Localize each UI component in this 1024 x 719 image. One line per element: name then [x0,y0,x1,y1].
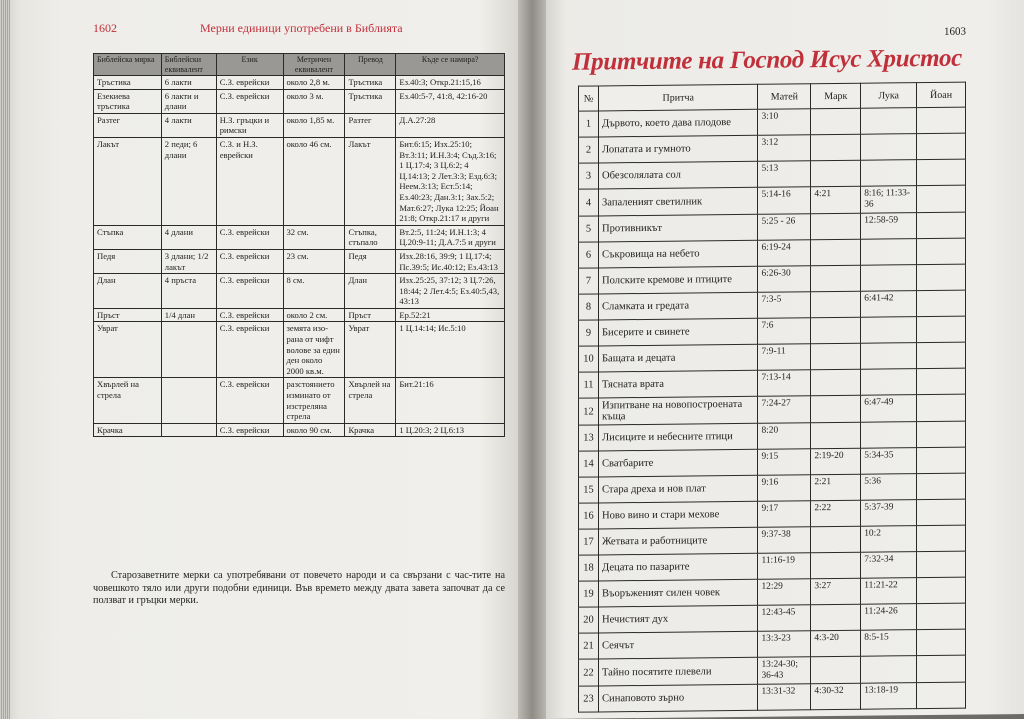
table-cell [861,369,917,396]
table-cell: около 46 см. [283,137,345,225]
table-cell [917,212,966,239]
table-cell [861,317,917,344]
table-cell: 13:24-30; 36-43 [758,657,811,685]
table-cell: 3:12 [758,135,811,162]
table-cell: 1 Ц.14:14; Ис.5:10 [396,322,505,378]
table-cell: 3 длани; 1/2 лакът [161,249,216,273]
table-cell: 7:13-14 [758,370,811,397]
table-cell: Д.А.27:28 [396,113,505,137]
table-cell [917,473,966,500]
table-cell: 5:14-16 [758,187,811,215]
column-header: Език [216,54,283,76]
column-header: Метричен еквивалент [283,54,345,76]
table-cell: 5:13 [758,161,811,188]
table-cell [917,316,966,343]
table-cell: 11:21-22 [861,578,917,605]
table-cell: Тясната врата [598,370,758,398]
table-cell: Лакът [94,137,162,225]
table-cell: 5:36 [861,474,917,501]
table-cell: Ново вино и стари мехове [598,501,758,529]
table-cell: Дървото, което дава плодове [598,109,758,137]
table-row [94,249,505,273]
table-cell [917,185,966,213]
table-cell: Педя [94,249,162,273]
table-cell: Длан [94,274,162,309]
table-row [94,89,505,113]
table-cell [861,108,917,135]
table-cell [811,160,861,187]
table-row [579,238,966,268]
table-cell: Полските кремове и птиците [598,266,758,294]
table-cell: около 1,85 м. [283,113,345,137]
table-cell: Пръст [345,308,396,322]
table-row [94,76,505,90]
table-cell: Сламката и гредата [598,292,758,320]
table-row [94,225,505,249]
table-cell: 10:2 [861,526,917,553]
table-cell: Крачка [345,423,396,437]
page-title: Притчите на Господ Исус Христос [572,44,962,76]
table-cell: 9 [579,320,599,346]
table-cell: 11:16-19 [758,553,811,580]
page-edge [0,0,10,719]
table-cell: Изх.25:25, 37:12; 3 Ц.7:26, 18:44; 2 Лет.4:5; Ез.40:5,43, 43:13 [396,274,505,309]
table-cell [811,213,861,240]
table-row [579,603,966,633]
table-cell: Съкровища на небето [598,240,758,268]
table-cell: С.З. еврейски [216,89,283,113]
table-cell: Ез.40:3; Откр.21:15,16 [396,76,505,90]
table-cell: Разтег [345,113,396,137]
table-row [94,423,505,437]
table-cell: 20 [579,607,599,633]
table-cell: Бит.6:15; Изх.25:10; Вт.3:11; И.Н.3:4; Съд.3:16; 1 Ц.17:4; 3 Ц.6:2; 4 Ц.14:13; 2 Лет.3:3; Езд.6:3; Неем.3:13; Ест.5:14; Ез.40:23; Дан.3:1; Зах.5:2; Мат.6:27; Лука 12:25; Йоан 21:8; Откр.21:17 и други [396,137,505,225]
table-cell: Жетвата и работниците [598,527,758,555]
table-cell: разстоянието изминато от изстреляна стрела [283,378,345,423]
table-cell: 2 [579,137,599,163]
table-cell: 6 лакти [161,76,216,90]
table-row [94,137,505,225]
table-cell: 18 [579,555,599,581]
table-cell: Педя [345,249,396,273]
table-cell: 5 [579,216,599,242]
table-cell: Бит.21:16 [396,378,505,423]
table-cell [811,317,861,344]
measures-table [93,53,505,437]
table-row [579,473,966,503]
table-cell: Н.З. гръцки и римски [216,113,283,137]
table-row [579,159,966,189]
table-cell [861,134,917,161]
table-cell: Сватбарите [598,449,758,477]
table-cell: 16 [579,503,599,529]
column-header: Къде се намира? [396,54,505,76]
table-cell: 5:34-35 [861,448,917,475]
table-cell: Тайно посятите плевели [598,657,758,686]
table-row [579,682,966,712]
table-cell: 1 [579,111,599,137]
table-cell: 8:20 [758,423,811,450]
table-row [94,113,505,137]
table-row [579,264,966,294]
table-cell [917,682,966,709]
table-cell [811,656,861,684]
column-header: Притча [598,84,758,111]
table-cell: Обезсолялата сол [598,161,758,189]
table-cell: 4 лакти [161,113,216,137]
table-cell [917,264,966,291]
table-cell: 4:21 [811,186,861,214]
table-cell: 4:30-32 [811,683,861,710]
table-cell: Лакът [345,137,396,225]
left-running-title: Мерни единици употребени в Библията [200,21,403,35]
table-cell: 8:16; 11:33-36 [861,186,917,214]
table-row [579,212,966,242]
table-cell: 15 [579,477,599,503]
table-cell: Изпитване на новопостроената къща [598,396,758,425]
table-cell [917,290,966,317]
table-cell: 6:47-49 [861,395,917,423]
table-cell [917,133,966,160]
table-cell [811,343,861,370]
table-cell: 5:25 - 26 [758,214,811,241]
table-cell [811,239,861,266]
table-cell: С.З. еврейски [216,249,283,273]
table-cell: 6:19-24 [758,240,811,267]
column-header: Превод [345,54,396,76]
book-gutter [518,0,546,719]
right-page-number: 1603 [944,25,966,38]
table-cell: Пръст [94,308,162,322]
column-header: Марк [811,83,861,109]
table-cell: 21 [579,633,599,659]
table-cell [917,577,966,604]
table-cell: Стъпка [94,225,162,249]
table-cell [161,423,216,437]
table-cell [917,159,966,186]
table-cell: 1/4 длан [161,308,216,322]
table-cell: 7:32-34 [861,552,917,579]
table-row [579,655,966,686]
table-row [579,342,966,372]
table-row [579,629,966,659]
table-cell: Лопатата и гумното [598,135,758,163]
table-cell: 4 [579,189,599,216]
table-cell [917,551,966,578]
table-cell: около 90 см. [283,423,345,437]
table-row [579,551,966,581]
table-cell [917,499,966,526]
table-row [579,133,966,163]
table-cell: 12 [579,398,599,425]
table-cell: 7:3-5 [758,292,811,319]
table-cell: 10 [579,346,599,372]
table-row [94,308,505,322]
table-cell [811,395,861,423]
table-cell: Синаповото зърно [598,684,758,712]
table-cell: 7:24-27 [758,396,811,424]
table-cell: Тръстика [345,76,396,90]
table-cell: 13:3-23 [758,631,811,658]
table-cell: 4 длани [161,225,216,249]
table-row [579,421,966,451]
table-cell [161,378,216,423]
table-cell [811,291,861,318]
table-cell: 9:17 [758,501,811,528]
table-cell: около 2 см. [283,308,345,322]
table-cell: 2 педи; 6 длани [161,137,216,225]
table-cell: 6 [579,242,599,268]
table-cell [917,629,966,656]
table-row [579,107,966,137]
table-cell: Лисиците и небесните птици [598,423,758,451]
table-cell: 4:3-20 [811,630,861,657]
table-cell: 7:9-11 [758,344,811,371]
table-cell: около 2,8 м. [283,76,345,90]
table-cell: Стъпка, стъпало [345,225,396,249]
table-cell: 23 [579,686,599,712]
table-row [579,499,966,529]
table-cell: 7:6 [758,318,811,345]
table-row [579,577,966,607]
table-cell [861,265,917,292]
table-cell: Стара дреха и нов плат [598,475,758,503]
table-cell [917,342,966,369]
table-cell [861,343,917,370]
table-cell: 8 см. [283,274,345,309]
left-page-number: 1602 [93,21,117,35]
table-row [579,185,966,216]
table-row [94,378,505,423]
table-cell [811,265,861,292]
table-cell: 13 [579,425,599,451]
table-row [579,316,966,346]
table-cell: Сеячът [598,631,758,659]
table-cell: С.З. еврейски [216,274,283,309]
column-header: Библейски еквивалент [161,54,216,76]
table-cell [917,107,966,134]
table-cell: Уврат [345,322,396,378]
right-page [546,0,1024,719]
table-row [579,290,966,320]
table-cell: Ер.52:21 [396,308,505,322]
table-cell: 13:18-19 [861,683,917,710]
table-cell [917,394,966,422]
table-cell [161,322,216,378]
table-cell: С.З. еврейски [216,308,283,322]
table-cell: 5:37-39 [861,500,917,527]
table-cell [861,422,917,449]
table-row [94,274,505,309]
table-cell: Бащата и децата [598,344,758,372]
table-cell [811,369,861,396]
table-cell: Вт.2:5, 11:24; И.Н.1:3; 4 Ц.20:9-11; Д.А.7:5 и други [396,225,505,249]
table-cell [917,421,966,448]
table-row [579,447,966,477]
table-cell [861,239,917,266]
table-cell: 12:29 [758,579,811,606]
table-cell: 14 [579,451,599,477]
table-cell: Запаленият светилник [598,187,758,216]
table-cell: Децата по пазарите [598,553,758,581]
table-cell: Тръстика [94,76,162,90]
column-header: № [579,86,599,111]
table-cell [917,655,966,683]
table-cell: Хвърлей на стрела [345,378,396,423]
table-cell: Бисерите и свинете [598,318,758,346]
table-cell: 8:5-15 [861,630,917,657]
table-row [94,322,505,378]
table-cell: 1 Ц.20:3; 2 Ц.6:13 [396,423,505,437]
table-cell [811,422,861,449]
parables-table [578,82,966,713]
table-cell: Хвърлей на стрела [94,378,162,423]
table-cell: Езекиева тръстика [94,89,162,113]
table-cell: 22 [579,659,599,686]
table-cell [917,603,966,630]
table-cell: Уврат [94,322,162,378]
table-cell: С.З. и Н.З. еврейски [216,137,283,225]
table-cell: 2:19-20 [811,448,861,475]
table-cell: земята изо-рана от чифт волове за един ден около 2000 кв.м. [283,322,345,378]
table-cell: 6 лакти и длани [161,89,216,113]
table-cell [917,238,966,265]
table-cell [811,108,861,135]
table-cell [811,604,861,631]
table-cell [861,656,917,684]
table-cell: Въоръженият силен човек [598,579,758,607]
table-cell: 3:10 [758,109,811,136]
table-cell: С.З. еврейски [216,322,283,378]
table-cell: Крачка [94,423,162,437]
footnote: Старозаветните мерки са употребявани от повечето народи и са свързани с час-тите на човешкото тяло или други подобни единици. Във времето между двата завета започват да се ползват и гръцки мерки. [93,570,505,606]
table-cell: 6:26-30 [758,266,811,293]
table-cell: 9:37-38 [758,527,811,554]
column-header: Библейска мярка [94,54,162,76]
table-row [579,368,966,398]
table-cell: 19 [579,581,599,607]
table-cell: 9:16 [758,475,811,502]
table-cell: С.З. еврейски [216,378,283,423]
table-cell [917,447,966,474]
table-cell: 3 [579,163,599,189]
table-cell: 2:22 [811,500,861,527]
table-cell [811,134,861,161]
table-cell: С.З. еврейски [216,76,283,90]
table-cell [917,368,966,395]
table-cell: Тръстика [345,89,396,113]
table-cell [811,526,861,553]
table-cell [917,525,966,552]
table-cell: 9:15 [758,449,811,476]
table-cell: 11 [579,372,599,398]
table-cell [811,552,861,579]
table-cell [861,160,917,187]
table-cell: 2:21 [811,474,861,501]
table-row [579,525,966,555]
table-cell: Нечистият дух [598,605,758,633]
table-cell: 4 пръста [161,274,216,309]
table-cell: 7 [579,268,599,294]
table-cell: 12:43-45 [758,605,811,632]
table-cell: 32 см. [283,225,345,249]
table-cell: 12:58-59 [861,213,917,240]
table-cell: 3:27 [811,578,861,605]
table-row [579,394,966,425]
table-cell: Длан [345,274,396,309]
table-cell: 17 [579,529,599,555]
table-cell: около 3 м. [283,89,345,113]
table-cell: Противникът [598,214,758,242]
column-header: Йоан [917,82,966,108]
table-cell: С.З. еврейски [216,423,283,437]
table-cell: 13:31-32 [758,684,811,711]
table-cell: 8 [579,294,599,320]
table-cell: 11:24-26 [861,604,917,631]
table-cell: 23 см. [283,249,345,273]
column-header: Матей [758,84,811,110]
column-header: Лука [861,83,917,109]
table-cell: Разтег [94,113,162,137]
table-cell: Ез.40:5-7, 41:8, 42:16-20 [396,89,505,113]
table-cell: 6:41-42 [861,291,917,318]
table-cell: С.З. еврейски [216,225,283,249]
table-cell: Изх.28:16, 39:9; 1 Ц.17:4; Пс.39:5; Ис.40:12; Ез.43:13 [396,249,505,273]
